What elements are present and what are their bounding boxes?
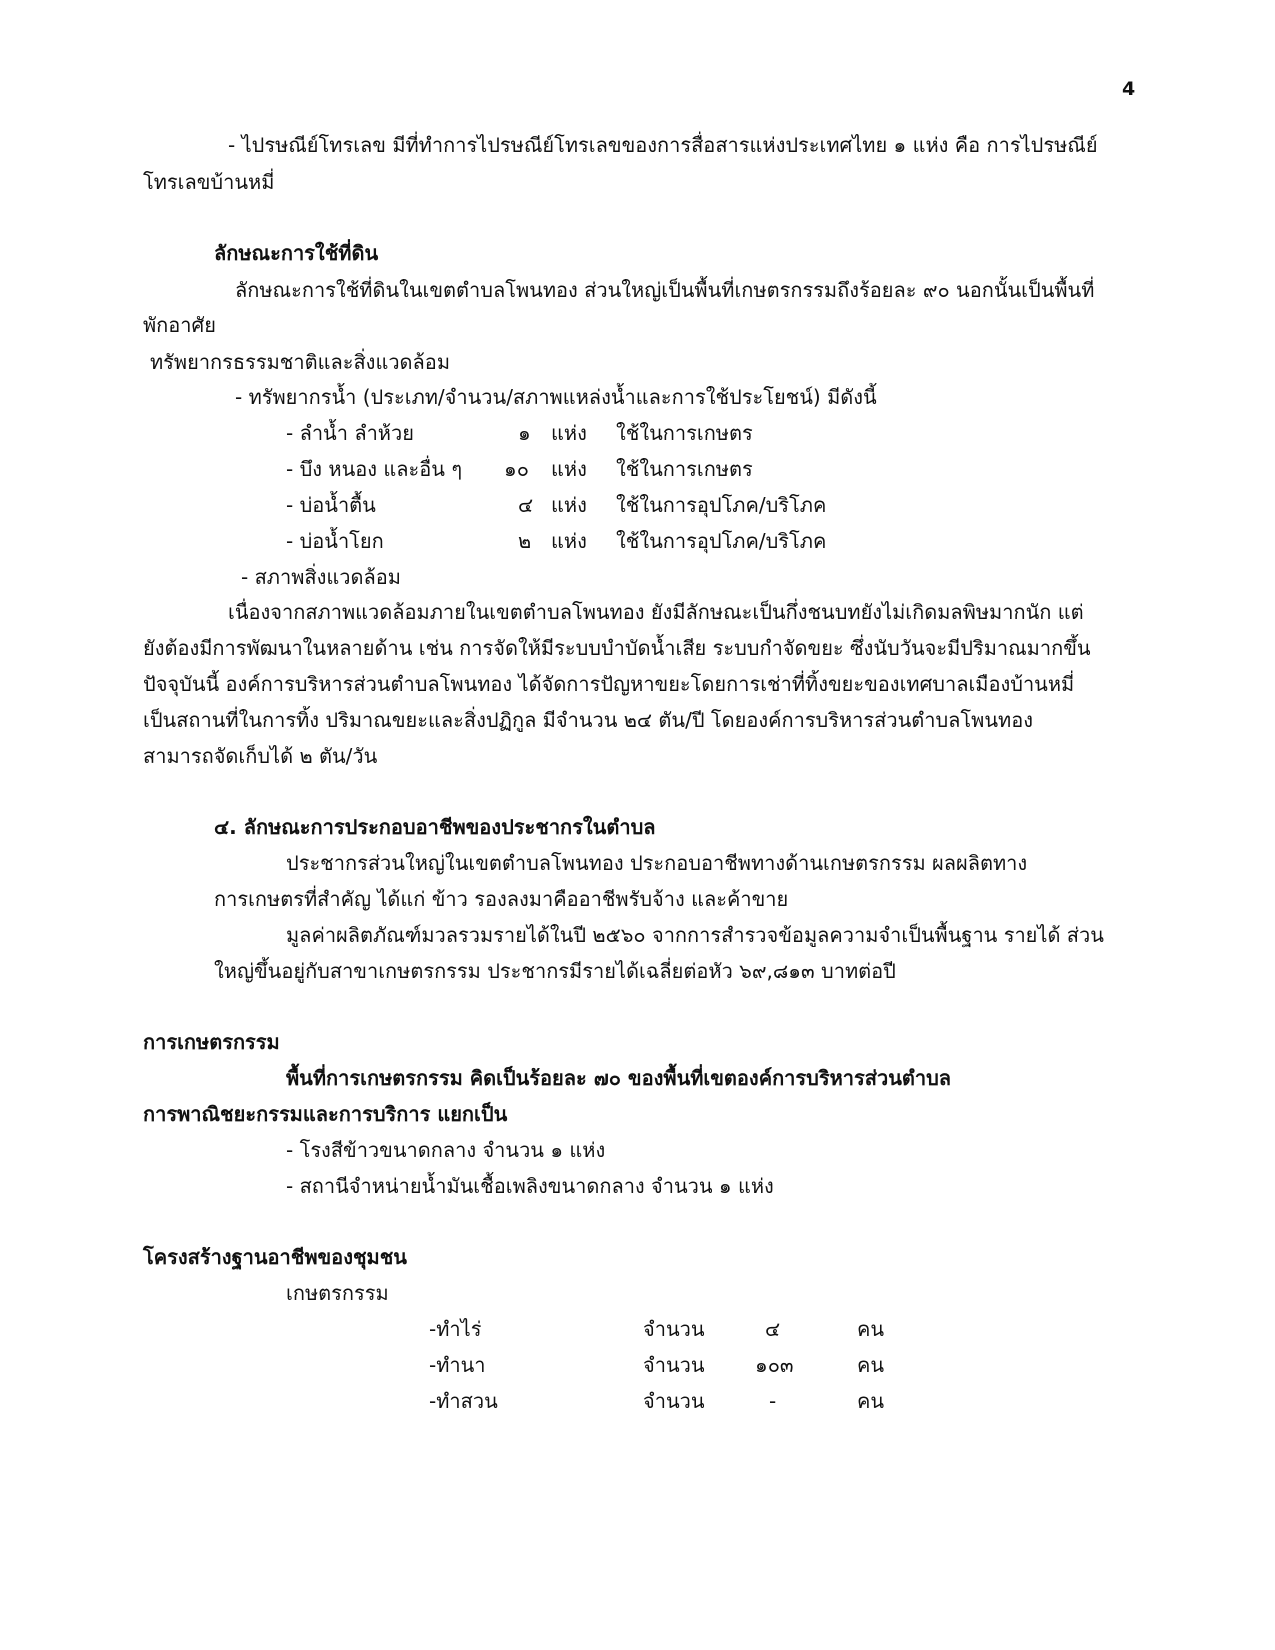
count-unit: คน: [857, 1353, 885, 1377]
agriculture-line: พื้นที่การเกษตรกรรม คิดเป็นร้อยละ ๗๐ ของพื้นที่เขตองค์การบริหารส่วนตำบล: [286, 1066, 952, 1090]
land-use-heading: ลักษณะการใช้ที่ดิน: [214, 241, 379, 265]
occupation-line: การเกษตรที่สำคัญ ได้แก่ ข้าว รองลงมาคืออาชีพรับจ้าง และค้าขาย: [214, 887, 789, 911]
water-resource-unit: แห่ง: [551, 421, 587, 445]
water-resource-name: - ลำน้ำ ลำห้วย: [286, 421, 414, 445]
water-resource-name: - บ่อน้ำโยก: [286, 529, 384, 553]
commerce-heading: การพาณิชยะกรรมและการบริการ แยกเป็น: [143, 1102, 508, 1126]
water-resource-use: ใช้ในการเกษตร: [616, 421, 753, 445]
water-resource-unit: แห่ง: [551, 493, 587, 517]
environment-heading: - สภาพสิ่งแวดล้อม: [241, 565, 401, 589]
commerce-item: - โรงสีข้าวขนาดกลาง จำนวน ๑ แห่ง: [286, 1138, 606, 1162]
environment-line: สามารถจัดเก็บได้ ๒ ตัน/วัน: [143, 744, 378, 768]
count-unit: คน: [857, 1317, 885, 1341]
water-resource-name: - บึง หนอง และอื่น ๆ: [286, 457, 463, 481]
occupation-name: -ทำนา: [429, 1353, 486, 1377]
water-resources-heading: - ทรัพยากรน้ำ (ประเภท/จำนวน/สภาพแหล่งน้ำและการใช้ประโยชน์) มีดังนี้: [235, 385, 877, 409]
commerce-item: - สถานีจำหน่ายน้ำมันเชื้อเพลิงขนาดกลาง จำนวน ๑ แห่ง: [286, 1174, 774, 1198]
agriculture-heading: การเกษตรกรรม: [143, 1030, 280, 1054]
environment-line: เป็นสถานที่ในการทิ้ง ปริมาณขยะและสิ่งปฏิกูล มีจำนวน ๒๔ ตัน/ปี โดยองค์การบริหารส่วนตำบลโพนทอง: [143, 708, 1033, 732]
water-resource-use: ใช้ในการอุปโภค/บริโภค: [616, 493, 827, 517]
infrastructure-subheading: เกษตรกรรม: [286, 1281, 389, 1305]
occupation-count: ๔: [765, 1317, 781, 1341]
count-label: จำนวน: [643, 1389, 705, 1413]
count-unit: คน: [857, 1389, 885, 1413]
environment-line: ปัจจุบันนี้ องค์การบริหารส่วนตำบลโพนทอง ได้จัดการปัญหาขยะโดยการเช่าที่ทิ้งขยะของเทศบาลเมืองบ้านหมี่: [143, 672, 1075, 696]
occupation-line: ใหญ่ขึ้นอยู่กับสาขาเกษตรกรรม ประชากรมีรายได้เฉลี่ยต่อหัว ๖๙,๘๑๓ บาทต่อปี: [214, 959, 896, 983]
water-resource-name: - บ่อน้ำตื้น: [286, 493, 376, 517]
occupation-count: -: [769, 1389, 777, 1413]
water-resource-count: ๑๐: [504, 457, 529, 481]
environment-line: ยังต้องมีการพัฒนาในหลายด้าน เช่น การจัดให้มีระบบบำบัดน้ำเสีย ระบบกำจัดขยะ ซึ่งนับวันจะมีปริมาณมากขึ้น: [143, 636, 1091, 660]
occupation-heading: ๔. ลักษณะการประกอบอาชีพของประชากรในตำบล: [214, 815, 656, 839]
occupation-line: ประชากรส่วนใหญ่ในเขตตำบลโพนทอง ประกอบอาชีพทางด้านเกษตรกรรม ผลผลิตทาง: [286, 851, 1028, 875]
water-resource-use: ใช้ในการอุปโภค/บริโภค: [616, 529, 827, 553]
post-office-line-1: - ไปรษณีย์โทรเลข มีที่ทำการไปรษณีย์โทรเลขของการสื่อสารแห่งประเทศไทย ๑ แห่ง คือ การไปรษณีย์: [228, 133, 1098, 157]
occupation-name: -ทำสวน: [429, 1389, 498, 1413]
land-use-line-1: ลักษณะการใช้ที่ดินในเขตตำบลโพนทอง ส่วนใหญ่เป็นพื้นที่เกษตรกรรมถึงร้อยละ ๙๐ นอกนั้นเป็นพื้นที่: [235, 278, 1095, 302]
water-resource-unit: แห่ง: [551, 457, 587, 481]
natural-resources-heading: ทรัพยากรธรรมชาติและสิ่งแวดล้อม: [150, 350, 450, 374]
count-label: จำนวน: [643, 1317, 705, 1341]
water-resource-use: ใช้ในการเกษตร: [616, 457, 753, 481]
count-label: จำนวน: [643, 1353, 705, 1377]
occupation-count: ๑๐๓: [755, 1353, 794, 1377]
infrastructure-heading: โครงสร้างฐานอาชีพของชุมชน: [143, 1245, 407, 1269]
environment-line: เนื่องจากสภาพแวดล้อมภายในเขตตำบลโพนทอง ยังมีลักษณะเป็นกึ่งชนบทยังไม่เกิดมลพิษมากนัก แต่: [228, 600, 1084, 624]
water-resource-unit: แห่ง: [551, 529, 587, 553]
post-office-line-2: โทรเลขบ้านหมี่: [143, 170, 275, 194]
water-resource-count: ๑: [518, 421, 531, 445]
occupation-line: มูลค่าผลิตภัณฑ์มวลรวมรายได้ในปี ๒๕๖๐ จากการสำรวจข้อมูลความจำเป็นพื้นฐาน รายได้ ส่วน: [286, 923, 1104, 947]
water-resource-count: ๔: [518, 493, 534, 517]
page-number: 4: [1122, 78, 1136, 100]
land-use-line-2: พักอาศัย: [143, 313, 216, 337]
water-resource-count: ๒: [518, 529, 532, 553]
occupation-name: -ทำไร่: [429, 1317, 482, 1341]
